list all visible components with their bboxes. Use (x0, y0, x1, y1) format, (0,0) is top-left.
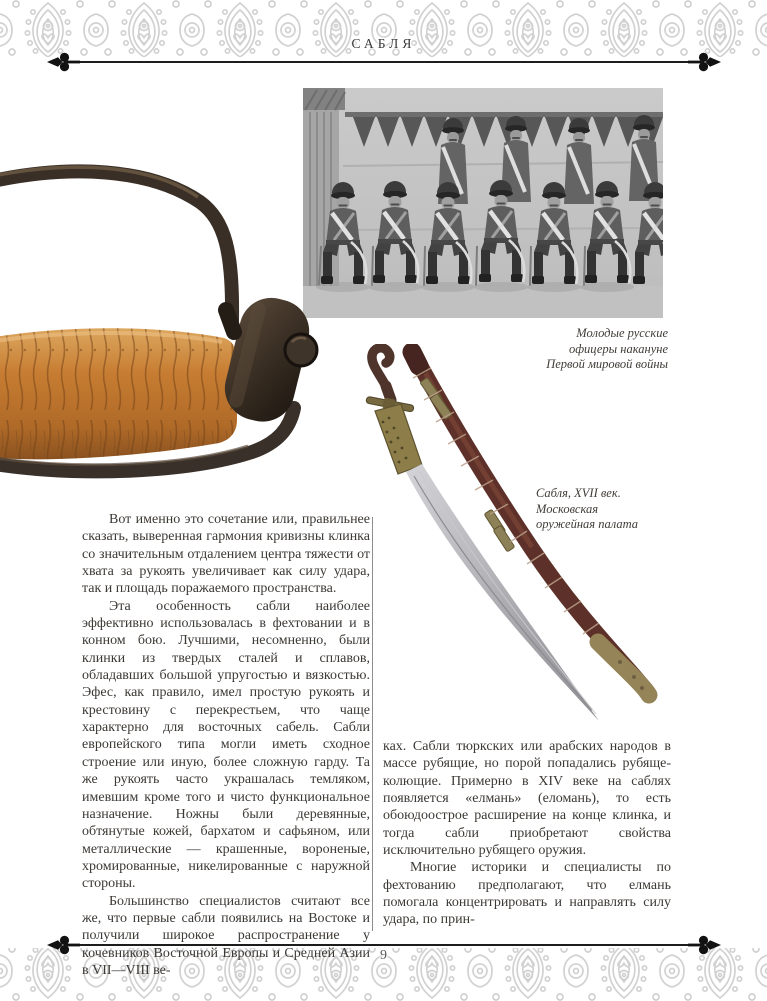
saber-and-scabbard-photo (342, 344, 664, 736)
caption-line: Молодые русские (576, 326, 668, 340)
top-rule (64, 61, 704, 63)
caption-line: офицеры накануне (568, 341, 668, 356)
paragraph: Многие историки и специалисты по фехтованию предполагают, что елмань помогала концентрировать и направлять силу удара, по прин- (383, 860, 671, 928)
paragraph: Вот именно это сочетание или, правильнее сказать, выверенная гармония кривизны клинка со значительным отдалением центра тяжести от хвата за рукоять увеличивает как силу удара, так и площадь поражаемого пространства. (82, 512, 370, 597)
right-text-column (383, 738, 671, 935)
saber-hilt-photo (0, 160, 332, 520)
caption-line: Сабля, XVII век. (536, 486, 621, 500)
page-title: САБЛЯ (351, 36, 416, 51)
caption-line: Московская (536, 501, 599, 516)
officers-group-photo (303, 88, 663, 318)
paragraph: ках. Сабли тюркских или арабских народов в массе рубящие, но порой попадались рубяще-колющие. Примерно в XIV веке на саблях появляется «елмань» (еломань), то есть обоюдоострое расширение на конце клинка, и тогда сабли приобретают свойства исключительно рубящего оружия. (383, 739, 671, 859)
caption-line: Первой мировой войны (546, 357, 668, 372)
left-rule-finial-icon (46, 51, 80, 73)
saber-photo-caption (536, 486, 676, 533)
left-text-column (82, 511, 370, 978)
right-rule-finial-icon (688, 51, 722, 73)
paragraph: Эта особенность сабли наиболее эффективно использовалась в фехтовании и в конном бою. Лучшими, несомненно, были клинки из твердых сталей и сплавов, обладавших большой упругостью и вязкостью. Эфес, как правило, имел простую рукоять и крестовину с перекрестьем, что чаще характерно для восточных сабель. Сабли европейского типа могли иметь сходное строение или иную, более сложную гарду. Та же рукоять часто украшалась темляком, имевшим кроме того и чисто функциональное назначение. Ножны были деревянные, обтянутые кожей, бархатом и сафьяном, или металлические — крашенные, вороненые, хромированные, никелированные с наружной стороны. (82, 598, 370, 892)
page-number: 9 (380, 948, 387, 963)
column-divider (372, 517, 373, 931)
caption-line: оружейная палата (536, 517, 639, 532)
paragraph: Большинство специалистов считают все же, что первые сабли появились на Востоке и получили широкое распространение у кочевников Восточной Европы и Средней Азии в VII—VIII ве- (82, 893, 370, 978)
